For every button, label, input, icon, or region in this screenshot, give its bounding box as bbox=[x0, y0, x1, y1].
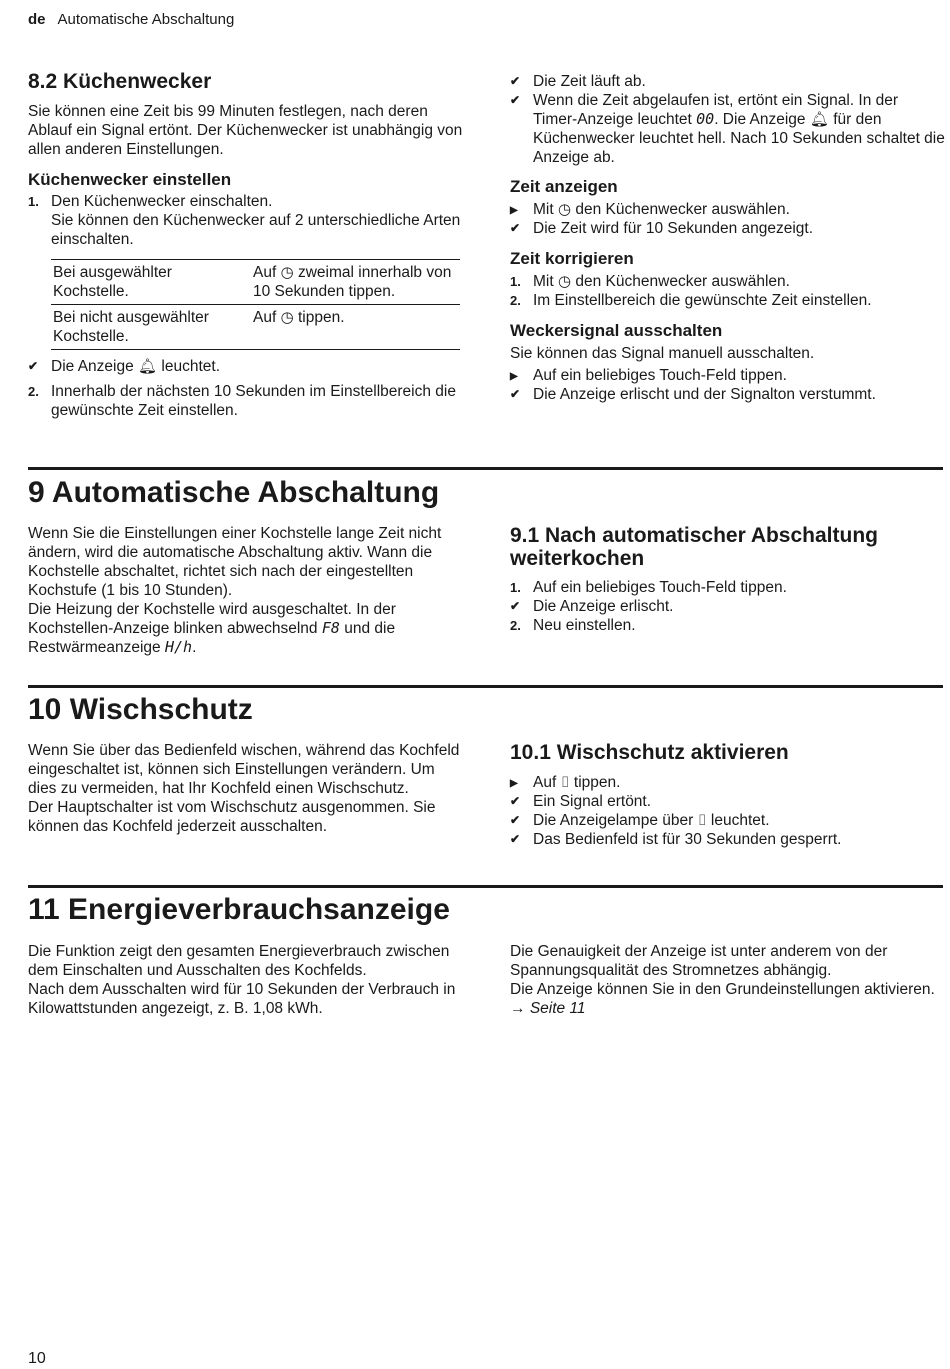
check-icon: ✔ bbox=[510, 74, 521, 88]
check-icon: ✔ bbox=[510, 599, 521, 613]
table-row bbox=[51, 305, 460, 350]
arrow-right-icon: → bbox=[510, 1000, 526, 1017]
section-11-right bbox=[510, 942, 945, 1018]
section-divider bbox=[28, 685, 943, 688]
paragraph: Sie können das Signal manuell ausschalten. bbox=[510, 345, 815, 362]
table-cell: Bei nicht ausgewählter Kochstelle. bbox=[51, 305, 251, 350]
triangle-icon: ▶ bbox=[510, 371, 518, 382]
step-number: 2. bbox=[510, 618, 521, 633]
list-item: ✔ Die Anzeige erlischt und der Signalton verstummt. bbox=[510, 386, 876, 403]
list-item: ✔ Das Bedienfeld ist für 30 Sekunden gesperrt. bbox=[510, 831, 842, 848]
activation-table bbox=[51, 259, 460, 350]
paragraph: Die Funktion zeigt den gesamten Energieverbrauch zwischen dem Einschalten und Ausschalten des Kochfelds. bbox=[28, 943, 450, 979]
list-item: ▶ Auf ein beliebiges Touch-Feld tippen. bbox=[510, 367, 787, 384]
wipe-protection-icon: ⌷ bbox=[697, 812, 707, 829]
paragraph: Die Heizung der Kochstelle wird ausgeschaltet. In der Kochstellen-Anzeige blinken abwechselnd F8 und die Restwärmeanzeige H/h. bbox=[28, 601, 396, 656]
clock-icon: ◷ bbox=[557, 201, 572, 218]
step-text: Innerhalb der nächsten 10 Sekunden im Einstellbereich die gewünschte Zeit einstellen. bbox=[51, 383, 456, 419]
wipe-protection-icon: ⌷ bbox=[560, 774, 570, 791]
check-icon: ✔ bbox=[28, 359, 39, 373]
running-title: Automatische Abschaltung bbox=[57, 11, 235, 28]
section-8-2-left bbox=[28, 70, 463, 420]
step-number: 1. bbox=[510, 274, 521, 289]
step-number: 1. bbox=[28, 194, 39, 209]
table-row bbox=[51, 260, 460, 305]
section-divider bbox=[28, 885, 943, 888]
check-icon: ✔ bbox=[510, 794, 521, 808]
paragraph: Wenn Sie die Einstellungen einer Kochstelle lange Zeit nicht ändern, wird die automatische Abschaltung aktiv. Wann die Kochstelle abschaltet, richtet sich nach der eingestellten Kochstufe (1 bis 10 Stunden). bbox=[28, 525, 442, 599]
bell-icon: 🔔︎ bbox=[138, 358, 158, 375]
list-item: ✔ Wenn die Zeit abgelaufen ist, ertönt ein Signal. In der Timer-Anzeige leuchtet 00. Die Anzeige 🔔︎ für den Küchenwecker leuchtet hell. Nach 10 Sekunden schaltet die Anzeige ab. bbox=[510, 92, 945, 166]
intro-paragraph: Sie können eine Zeit bis 99 Minuten festlegen, nach deren Ablauf ein Signal ertönt. Der Küchenwecker ist unabhängig von allen anderen Einstellungen. bbox=[28, 103, 463, 158]
step-number: 1. bbox=[510, 580, 521, 595]
table-cell: Auf ◷ tippen. bbox=[251, 305, 460, 350]
section-9-right bbox=[510, 524, 945, 635]
display-code-f8: F8 bbox=[321, 619, 340, 637]
list-item: ✔ Die Anzeigelampe über ⌷ leuchtet. bbox=[510, 812, 770, 829]
list-item: 1. Auf ein beliebiges Touch-Feld tippen. bbox=[510, 579, 787, 596]
list-item: 2. Neu einstellen. bbox=[510, 617, 636, 634]
step-number: 2. bbox=[28, 384, 39, 399]
triangle-icon: ▶ bbox=[510, 778, 518, 789]
subheading-zeit-anzeigen: Zeit anzeigen bbox=[510, 177, 618, 196]
clock-icon: ◷ bbox=[280, 264, 294, 281]
list-item: 1. Mit ◷ den Küchenwecker auswählen. bbox=[510, 273, 790, 290]
step-text: Den Küchenwecker einschalten. bbox=[51, 193, 273, 210]
display-code-residual-heat: H/h bbox=[165, 638, 193, 656]
page-reference-link[interactable]: Seite 11 bbox=[529, 1000, 586, 1017]
page-header bbox=[28, 11, 234, 28]
paragraph: Wenn Sie über das Bedienfeld wischen, während das Kochfeld eingeschaltet ist, können sich Einstellungen verändern. Um dies zu vermeiden, hat Ihr Kochfeld einen Wischschutz. bbox=[28, 742, 460, 797]
section-title-10-1: 10.1 Wischschutz aktivieren bbox=[510, 741, 789, 764]
section-title-9: 9 Automatische Abschaltung bbox=[28, 476, 440, 509]
paragraph: Der Hauptschalter ist vom Wischschutz ausgenommen. Sie können das Kochfeld jederzeit ausschalten. bbox=[28, 799, 436, 835]
section-8-2-right bbox=[510, 72, 945, 404]
page-number: 10 bbox=[28, 1350, 46, 1367]
subheading-zeit-korrigieren: Zeit korrigieren bbox=[510, 249, 634, 268]
check-icon: ✔ bbox=[510, 221, 521, 235]
list-item: 2. Im Einstellbereich die gewünschte Zeit einstellen. bbox=[510, 292, 872, 309]
paragraph: Die Anzeige können Sie in den Grundeinstellungen aktivieren. → Seite 11 bbox=[510, 981, 935, 1017]
section-11-left bbox=[28, 942, 463, 1018]
list-item: ▶ Mit ◷ den Küchenwecker auswählen. bbox=[510, 201, 790, 218]
check-icon: ✔ bbox=[510, 832, 521, 846]
section-10-right bbox=[510, 741, 945, 849]
triangle-icon: ▶ bbox=[510, 205, 518, 216]
check-icon: ✔ bbox=[510, 93, 521, 107]
paragraph: Die Genauigkeit der Anzeige ist unter anderem von der Spannungsqualität des Stromnetzes abhängig. bbox=[510, 943, 888, 979]
list-item: ✔ Die Zeit läuft ab. bbox=[510, 73, 646, 90]
list-item: ✔ Die Anzeige erlischt. bbox=[510, 598, 674, 615]
check-icon: ✔ bbox=[510, 813, 521, 827]
check-icon: ✔ bbox=[510, 387, 521, 401]
section-9-left bbox=[28, 524, 463, 657]
table-cell: Auf ◷ zweimal innerhalb von 10 Sekunden tippen. bbox=[251, 260, 460, 305]
bell-icon: 🔔︎ bbox=[809, 111, 829, 128]
subheading-kuechenwecker-einstellen: Küchenwecker einstellen bbox=[28, 170, 232, 189]
paragraph: Nach dem Ausschalten wird für 10 Sekunden der Verbrauch in Kilowattstunden angezeigt, z. B. 1,08 kWh. bbox=[28, 981, 456, 1017]
section-title-10: 10 Wischschutz bbox=[28, 693, 253, 726]
list-item: ▶ Auf ⌷ tippen. bbox=[510, 774, 621, 791]
section-title-11: 11 Energieverbrauchsanzeige bbox=[28, 893, 450, 926]
clock-icon: ◷ bbox=[280, 309, 294, 326]
step-note: Sie können den Küchenwecker auf 2 unterschiedliche Arten einschalten. bbox=[51, 212, 461, 248]
list-item: ✔ Die Anzeige 🔔︎ leuchtet. bbox=[28, 358, 221, 375]
timer-display-value: 00 bbox=[696, 110, 715, 128]
list-item: ✔ Die Zeit wird für 10 Sekunden angezeigt. bbox=[510, 220, 814, 237]
list-item: ✔ Ein Signal ertönt. bbox=[510, 793, 652, 810]
section-title-9-1: 9.1 Nach automatischer Abschaltung weiterkochen bbox=[510, 524, 878, 570]
section-title-8-2: 8.2 Küchenwecker bbox=[28, 70, 212, 93]
clock-icon: ◷ bbox=[557, 273, 572, 290]
section-10-left bbox=[28, 741, 463, 836]
section-divider bbox=[28, 467, 943, 470]
table-cell: Bei ausgewählter Kochstelle. bbox=[51, 260, 251, 305]
list-item bbox=[28, 192, 463, 249]
list-item bbox=[28, 382, 463, 420]
subheading-weckersignal-ausschalten: Weckersignal ausschalten bbox=[510, 321, 723, 340]
step-number: 2. bbox=[510, 293, 521, 308]
language-code: de bbox=[28, 11, 46, 28]
